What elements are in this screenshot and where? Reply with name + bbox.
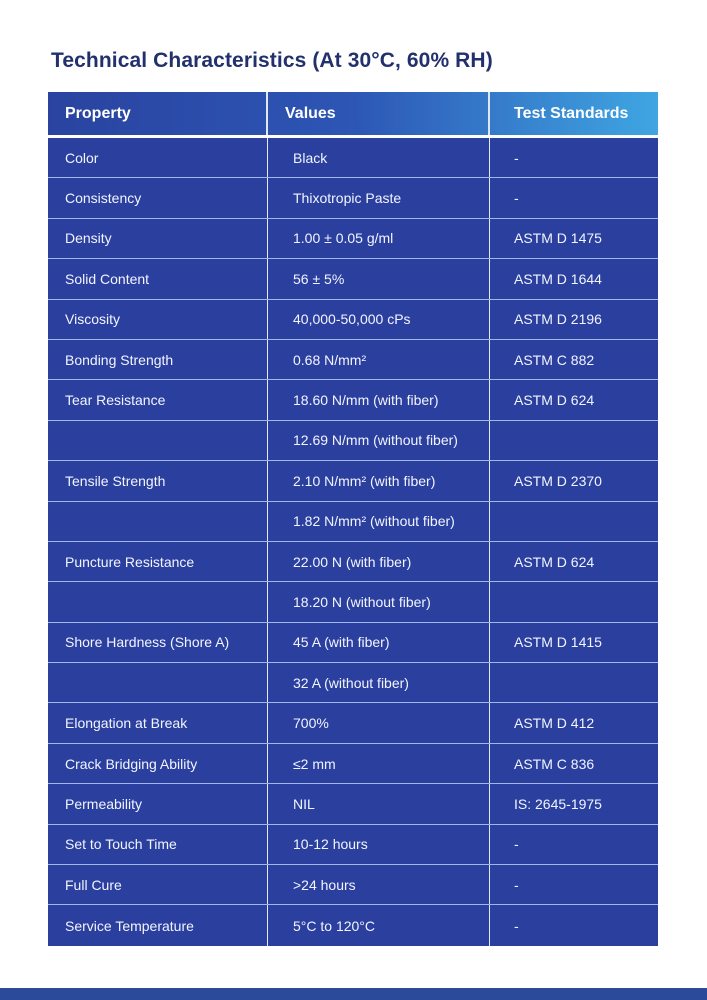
test-standard-cell: [490, 582, 658, 621]
test-standard-cell: ASTM D 1644: [514, 270, 602, 287]
table-row: [48, 663, 658, 703]
test-standard-cell: [490, 421, 658, 460]
test-standard-cell: -: [514, 149, 519, 166]
property-cell: [48, 502, 268, 541]
property-cell: Crack Bridging Ability: [48, 744, 268, 783]
value-cell: 40,000-50,000 cPs: [268, 300, 490, 339]
table-row: [48, 744, 658, 784]
table-header: [48, 92, 658, 138]
table-row: [48, 138, 658, 178]
property-cell: [48, 421, 268, 460]
value-cell: Black: [268, 138, 490, 177]
table-row: [48, 461, 658, 501]
test-standard-cell: ASTM D 1415: [514, 634, 602, 651]
property-cell: Tear Resistance: [48, 380, 268, 419]
table-row: [48, 259, 658, 299]
table-row: [48, 865, 658, 905]
value-cell: 56 ± 5%: [268, 259, 490, 298]
table-row: [48, 178, 658, 218]
value-cell: 18.60 N/mm (with fiber): [268, 380, 490, 419]
table-row: [48, 582, 658, 622]
property-cell: Consistency: [48, 178, 268, 217]
test-standard-cell: ASTM C 882: [514, 351, 595, 368]
property-cell: Set to Touch Time: [48, 825, 268, 864]
property-cell: Service Temperature: [48, 905, 268, 945]
test-standard-cell: ASTM D 624: [514, 553, 595, 570]
test-standard-cell: -: [514, 876, 519, 893]
property-cell: Puncture Resistance: [48, 542, 268, 581]
property-cell: Tensile Strength: [48, 461, 268, 500]
property-cell: Color: [48, 138, 268, 177]
value-cell: Thixotropic Paste: [268, 178, 490, 217]
value-cell: 700%: [268, 703, 490, 742]
test-standard-cell: ASTM D 1475: [514, 230, 602, 247]
property-cell: Full Cure: [48, 865, 268, 904]
value-cell: 1.82 N/mm² (without fiber): [268, 502, 490, 541]
property-cell: Solid Content: [48, 259, 268, 298]
value-cell: 18.20 N (without fiber): [268, 582, 490, 621]
test-standard-cell: ASTM D 624: [514, 392, 595, 409]
test-standard-cell: ASTM D 2196: [514, 311, 602, 328]
table-row: [48, 905, 658, 945]
test-standard-cell: ASTM D 2370: [514, 472, 602, 489]
table-row: [48, 703, 658, 743]
table-row: [48, 421, 658, 461]
property-cell: Shore Hardness (Shore A): [48, 623, 268, 662]
table-row: [48, 300, 658, 340]
value-cell: 32 A (without fiber): [268, 663, 490, 702]
property-cell: Elongation at Break: [48, 703, 268, 742]
test-standard-cell: -: [514, 917, 519, 934]
value-cell: NIL: [268, 784, 490, 823]
property-cell: Bonding Strength: [48, 340, 268, 379]
test-standard-cell: ASTM D 412: [514, 715, 595, 732]
header-values: Values: [268, 92, 490, 135]
table-row: [48, 825, 658, 865]
property-cell: [48, 663, 268, 702]
value-cell: 12.69 N/mm (without fiber): [268, 421, 490, 460]
value-cell: 5°C to 120°C: [268, 905, 490, 945]
header-test-standards: Test Standards: [514, 104, 629, 122]
value-cell: >24 hours: [268, 865, 490, 904]
test-standard-cell: [490, 663, 658, 702]
footer-bar: [0, 988, 707, 1000]
property-cell: [48, 582, 268, 621]
table-row: [48, 542, 658, 582]
value-cell: 0.68 N/mm²: [268, 340, 490, 379]
header-property: Property: [48, 92, 268, 135]
table-row: [48, 340, 658, 380]
value-cell: 2.10 N/mm² (with fiber): [268, 461, 490, 500]
page-title: Technical Characteristics (At 30°C, 60% RH): [51, 49, 493, 72]
property-cell: Viscosity: [48, 300, 268, 339]
test-standard-cell: -: [514, 836, 519, 853]
test-standard-cell: ASTM C 836: [514, 755, 595, 772]
table-row: [48, 380, 658, 420]
test-standard-cell: -: [514, 190, 519, 207]
characteristics-table: [48, 92, 658, 946]
value-cell: ≤2 mm: [268, 744, 490, 783]
table-row: [48, 623, 658, 663]
property-cell: Permeability: [48, 784, 268, 823]
test-standard-cell: [490, 502, 658, 541]
table-row: [48, 502, 658, 542]
value-cell: 10-12 hours: [268, 825, 490, 864]
table-row: [48, 784, 658, 824]
table-row: [48, 219, 658, 259]
property-cell: Density: [48, 219, 268, 258]
value-cell: 45 A (with fiber): [268, 623, 490, 662]
value-cell: 22.00 N (with fiber): [268, 542, 490, 581]
table-body: [48, 138, 658, 946]
value-cell: 1.00 ± 0.05 g/ml: [268, 219, 490, 258]
test-standard-cell: IS: 2645-1975: [514, 795, 602, 812]
